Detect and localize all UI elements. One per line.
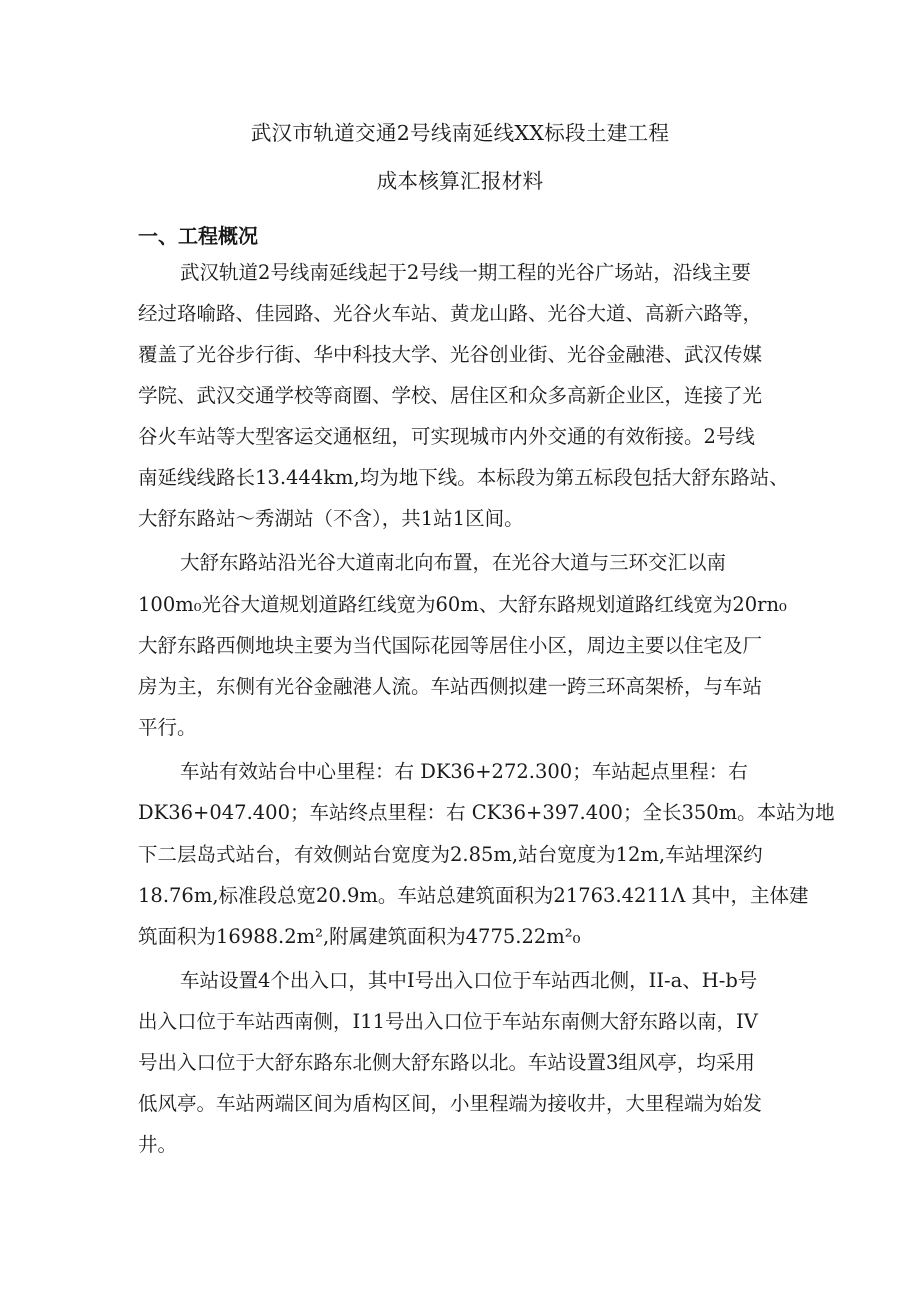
paragraph-line: 经过珞喻路、佳园路、光谷火车站、黄龙山路、光谷大道、高新六路等， [138, 302, 763, 325]
paragraph-line: 房为主，东侧有光谷金融港人流。车站西侧拟建一跨三环高架桥，与车站 [138, 675, 763, 698]
paragraph-line: 号出入口位于大舒东路东北侧大舒东路以北。车站设置3组风亭，均采用 [138, 1051, 755, 1074]
paragraph-line: 100m₀光谷大道规划道路红线宽为60m、大舒东路规划道路红线宽为20rn₀ [138, 593, 787, 616]
paragraph-line: 谷火车站等大型客运交通枢纽，可实现城市内外交通的有效衔接。2号线 [138, 425, 755, 448]
paragraph-line: DK36+047.400；车站终点里程：右 CK36+397.400；全长350m。本站为地 [138, 801, 835, 824]
section-heading-overview: 一、工程概况 [138, 224, 258, 248]
paragraph-line: 学院、武汉交通学校等商圈、学校、居住区和众多高新企业区，连接了光 [138, 384, 763, 407]
paragraph-line: 车站设置4个出入口，其中I号出入口位于车站西北侧，II-a、H-b号 [180, 969, 758, 992]
paragraph-line: 出入口位于车站西南侧，I11号出入口位于车站东南侧大舒东路以南，IV [138, 1010, 758, 1033]
paragraph-line: 平行。 [138, 716, 197, 739]
paragraph-line: 下二层岛式站台，有效侧站台宽度为2.85m,站台宽度为12m,车站埋深约 [138, 843, 763, 866]
document-subtitle: 成本核算汇报材料 [376, 169, 544, 193]
paragraph-line: 18.76m,标准段总宽20.9m。车站总建筑面积为21763.4211Λ 其中，主体建 [138, 884, 809, 907]
paragraph-line: 车站有效站台中心里程：右 DK36+272.300；车站起点里程：右 [180, 760, 748, 783]
paragraph-line: 井。 [138, 1133, 178, 1156]
paragraph-line: 低风亭。车站两端区间为盾构区间，小里程端为接收井，大里程端为始发 [138, 1092, 763, 1115]
paragraph-line: 大舒东路西侧地块主要为当代国际花园等居住小区，周边主要以住宅及厂 [138, 634, 763, 657]
document-title: 武汉市轨道交通2号线南延线XX标段土建工程 [250, 121, 670, 145]
paragraph-line: 覆盖了光谷步行街、华中科技大学、光谷创业街、光谷金融港、武汉传媒 [138, 343, 763, 366]
paragraph-line: 大舒东路站沿光谷大道南北向布置，在光谷大道与三环交汇以南 [180, 551, 727, 574]
paragraph-line: 筑面积为16988.2m²,附属建筑面积为4775.22m²₀ [138, 925, 581, 948]
paragraph-line: 大舒东路站～秀湖站（不含），共1站1区间。 [138, 507, 524, 530]
paragraph-line: 南延线线路长13.444km,均为地下线。本标段为第五标段包括大舒东路站、 [138, 466, 789, 489]
paragraph-line: 武汉轨道2号线南延线起于2号线一期工程的光谷广场站，沿线主要 [180, 261, 751, 284]
